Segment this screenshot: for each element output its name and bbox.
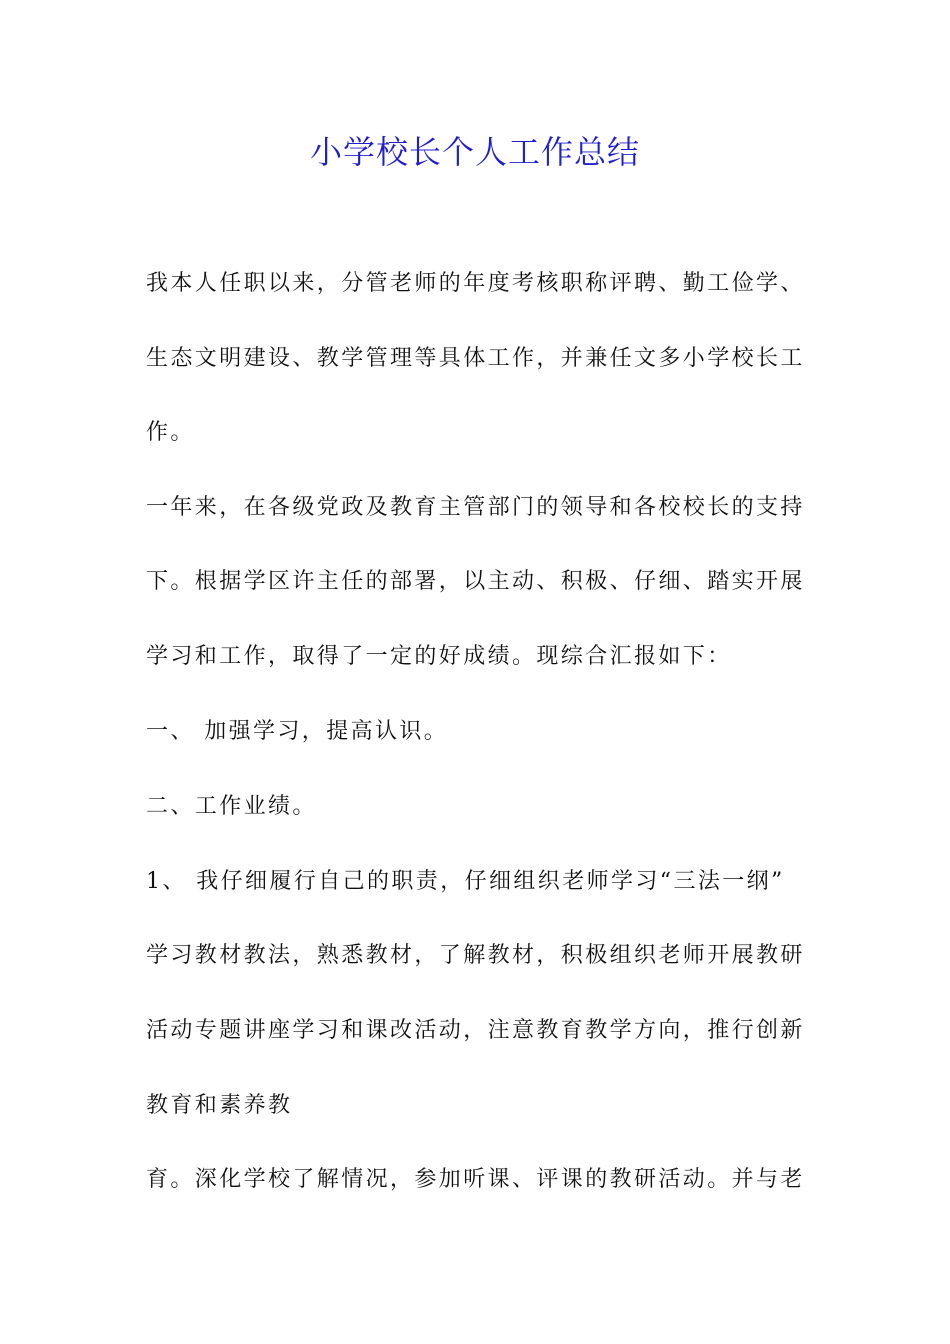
body-line: 学习和工作，取得了一定的好成绩。现综合汇报如下：: [146, 644, 732, 669]
section-heading: 二、工作业绩。: [146, 794, 317, 819]
body-line: 教育和素养教: [146, 1093, 293, 1118]
body-line: 作。: [146, 420, 195, 445]
section-heading: 一、 加强学习，提高认识。: [146, 719, 449, 744]
body-line: 生态文明建设、教学管理等具体工作，并兼任文多小学校长工: [146, 346, 805, 371]
body-line: 学习教材教法，熟悉教材，了解教材，积极组织老师开展教研: [146, 943, 805, 968]
body-line: 活动专题讲座学习和课改活动，注意教育教学方向，推行创新: [146, 1018, 805, 1043]
body-line: 下。根据学区许主任的部署，以主动、积极、仔细、踏实开展: [146, 569, 805, 594]
body-line: 1、 我仔细履行自己的职责，仔细组织老师学习“三法一纲”: [146, 869, 785, 894]
body-line: 一年来，在各级党政及教育主管部门的领导和各校校长的支持: [146, 495, 805, 520]
body-line: 育。深化学校了解情况，参加听课、评课的教研活动。并与老: [146, 1167, 805, 1192]
body-line: 我本人任职以来，分管老师的年度考核职称评聘、勤工俭学、: [146, 271, 805, 296]
document-title: 小学校长个人工作总结: [309, 133, 640, 171]
